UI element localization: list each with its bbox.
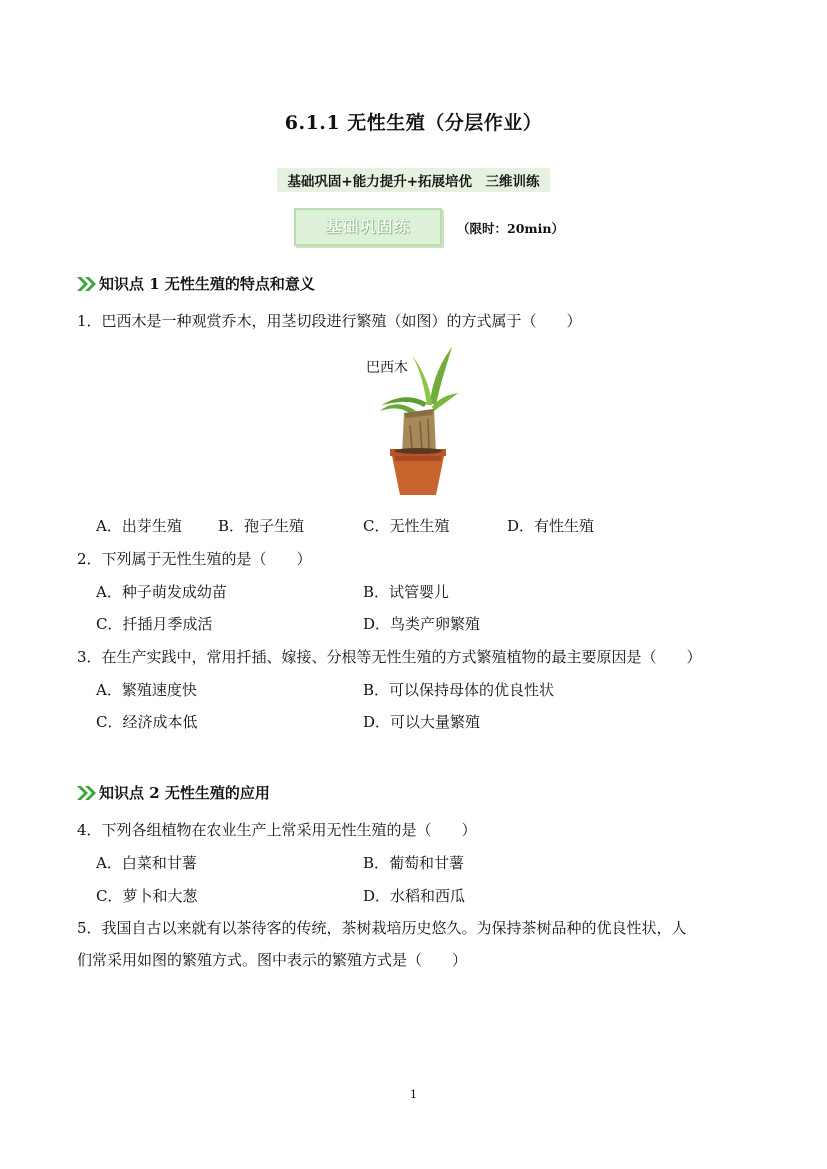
- section-heading-label: 知识点 2 无性生殖的应用: [99, 784, 270, 802]
- section-heading-label: 知识点 1 无性生殖的特点和意义: [99, 275, 315, 293]
- q2-option-a[interactable]: A．种子萌发成幼苗: [96, 583, 227, 601]
- q4-option-a[interactable]: A．白菜和甘薯: [96, 854, 197, 872]
- double-chevron-icon: [77, 786, 97, 800]
- q1-option-b[interactable]: B．孢子生殖: [218, 517, 305, 535]
- brazil-wood-plant-icon: [372, 345, 462, 500]
- q2-option-b[interactable]: B．试管婴儿: [363, 583, 450, 601]
- plant-figure: [372, 345, 462, 504]
- q3-option-d[interactable]: D．可以大量繁殖: [363, 713, 481, 731]
- question-5-text-line2: 们常采用如图的繁殖方式。图中表示的繁殖方式是（ ）: [77, 951, 468, 969]
- q4-option-b[interactable]: B．葡萄和甘薯: [363, 854, 465, 872]
- q2-option-c[interactable]: C．扦插月季成活: [96, 615, 213, 633]
- q4-option-d[interactable]: D．水稻和西瓜: [363, 887, 466, 905]
- double-chevron-icon: [77, 277, 97, 291]
- section-heading-2: [77, 782, 270, 803]
- subtitle: 基础巩固+能力提升+拓展培优 三维训练: [277, 168, 549, 192]
- question-2-text: 2．下列属于无性生殖的是（ ）: [77, 550, 312, 568]
- q3-option-a[interactable]: A．繁殖速度快: [96, 681, 197, 699]
- section-badge: 基础巩固练: [294, 208, 442, 246]
- question-3-text: 3．在生产实践中，常用扦插、嫁接、分根等无性生殖的方式繁殖植物的最主要原因是（ ）: [77, 648, 702, 666]
- q4-option-c[interactable]: C．萝卜和大葱: [96, 887, 198, 905]
- time-limit: （限时：20min）: [457, 221, 564, 236]
- q1-option-c[interactable]: C．无性生殖: [363, 517, 450, 535]
- section-heading-1: [77, 273, 315, 294]
- q3-option-b[interactable]: B．可以保持母体的优良性状: [363, 681, 555, 699]
- q2-option-d[interactable]: D．鸟类产卵繁殖: [363, 615, 481, 633]
- q1-option-a[interactable]: A．出芽生殖: [96, 517, 182, 535]
- question-5-text-line1: 5．我国自古以来就有以茶待客的传统，茶树栽培历史悠久。为保持茶树品种的优良性状，人: [77, 919, 687, 937]
- question-4-text: 4．下列各组植物在农业生产上常采用无性生殖的是（ ）: [77, 821, 477, 839]
- subtitle-wrap: [0, 168, 827, 192]
- q3-option-c[interactable]: C．经济成本低: [96, 713, 198, 731]
- page-number: 1: [410, 1088, 417, 1101]
- page-title: 6.1.1 无性生殖（分层作业）: [284, 112, 543, 134]
- question-1-text: 1．巴西木是一种观赏乔木，用茎切段进行繁殖（如图）的方式属于（ ）: [77, 312, 582, 330]
- q1-option-d[interactable]: D．有性生殖: [507, 517, 595, 535]
- figure-label: 巴西木: [366, 360, 408, 376]
